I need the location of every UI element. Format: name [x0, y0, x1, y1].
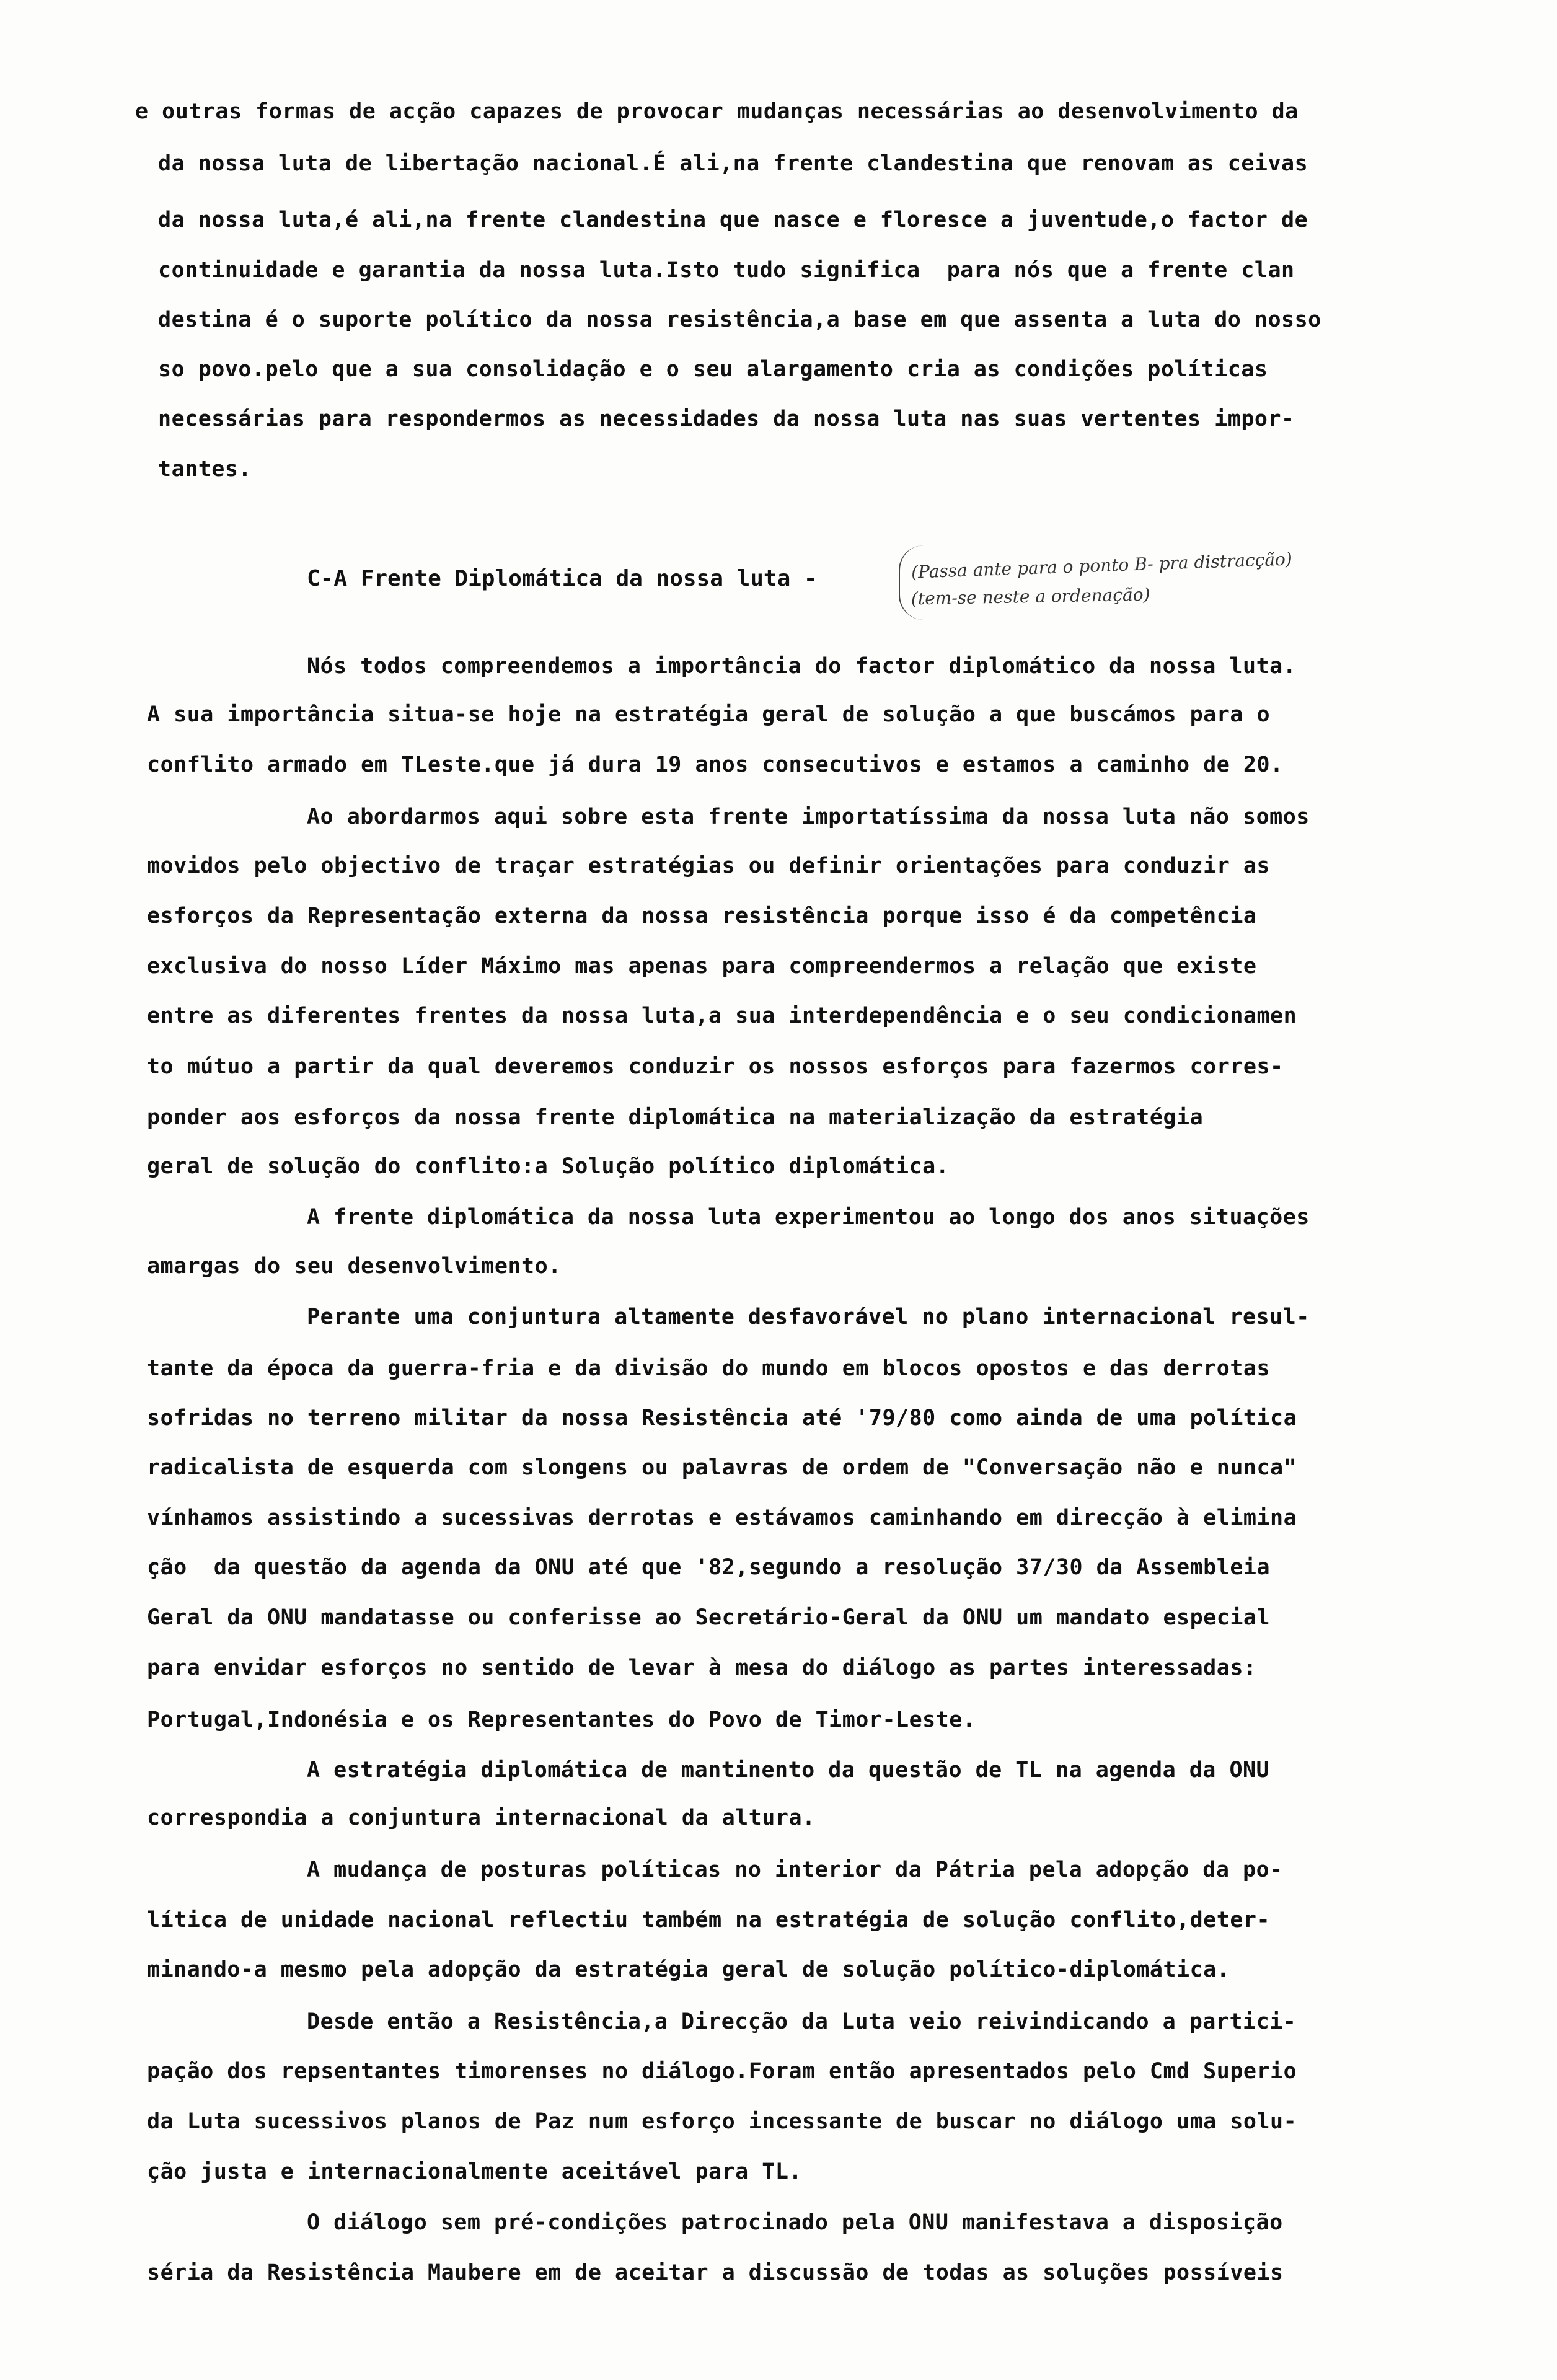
text-line: Geral da ONU mandatasse ou conferisse ao Secretário-Geral da ONU um mandato especial — [147, 1605, 1271, 1630]
section-heading: C-A Frente Diplomática da nossa luta - — [307, 566, 818, 591]
text-line: Perante uma conjuntura altamente desfavorável no plano internacional resul- — [307, 1305, 1310, 1329]
text-line: conflito armado em TLeste.que já dura 19 anos consecutivos e estamos a caminho de 20. — [147, 752, 1284, 777]
text-line: da nossa luta de libertação nacional.É ali,na frente clandestina que renovam as ceivas — [158, 151, 1308, 176]
text-line: so povo.pelo que a sua consolidação e o seu alargamento cria as condições políticas — [158, 357, 1268, 382]
text-line: destina é o suporte político da nossa resistência,a base em que assenta a luta do nosso — [158, 307, 1321, 332]
text-line: geral de solução do conflito:a Solução político diplomática. — [147, 1154, 950, 1179]
text-line: da nossa luta,é ali,na frente clandestina que nasce e floresce a juventude,o factor de — [158, 208, 1308, 232]
text-line: vínhamos assistindo a sucessivas derrotas e estávamos caminhando em direcção à elimina — [147, 1505, 1297, 1530]
text-line: A frente diplomática da nossa luta experimentou ao longo dos anos situações — [307, 1205, 1310, 1230]
text-line: A estratégia diplomática de mantinento da questão de TL na agenda da ONU — [307, 1758, 1270, 1783]
text-line: continuidade e garantia da nossa luta.Isto tudo significa para nós que a frente clan — [158, 258, 1295, 283]
text-line: to mútuo a partir da qual deveremos conduzir os nossos esforços para fazermos corres- — [147, 1054, 1284, 1079]
text-line: lítica de unidade nacional reflectiu também na estratégia de solução conflito,deter- — [147, 1908, 1271, 1933]
text-line: tantes. — [158, 457, 252, 482]
text-line: para envidar esforços no sentido de levar à mesa do diálogo as partes interessadas: — [147, 1655, 1257, 1680]
text-line: exclusiva do nosso Líder Máximo mas apenas para compreendermos a relação que existe — [147, 954, 1257, 979]
text-line: Nós todos compreendemos a importância do factor diplomático da nossa luta. — [307, 654, 1297, 679]
text-line: sofridas no terreno militar da nossa Resistência até '79/80 como ainda de uma política — [147, 1406, 1297, 1430]
text-line: pação dos repsentantes timorenses no diálogo.Foram então apresentados pelo Cmd Superio — [147, 2059, 1297, 2084]
text-line: O diálogo sem pré-condições patrocinado pela ONU manifestava a disposição — [307, 2210, 1283, 2235]
text-line: entre as diferentes frentes da nossa luta,a sua interdependência e o seu condicionamen — [147, 1003, 1297, 1028]
text-line: movidos pelo objectivo de traçar estratégias ou definir orientações para conduzir as — [147, 853, 1271, 878]
handwritten-note: (tem-se neste a ordenação) — [911, 584, 1150, 609]
text-line: esforços da Representação externa da nossa resistência porque isso é da competência — [147, 904, 1257, 928]
text-line: A sua importância situa-se hoje na estratégia geral de solução a que buscámos para o — [147, 702, 1271, 727]
text-line: correspondia a conjuntura internacional da altura. — [147, 1805, 816, 1830]
text-line: radicalista de esquerda com slongens ou palavras de ordem de "Conversação não e nunca" — [147, 1455, 1297, 1480]
text-line: Desde então a Resistência,a Direcção da Luta veio reivindicando a partici- — [307, 2009, 1297, 2034]
text-line: e outras formas de acção capazes de provocar mudanças necessárias ao desenvolvimento da — [135, 99, 1299, 124]
text-line: ção justa e internacionalmente aceitável para TL. — [147, 2159, 803, 2184]
handwritten-note: (Passa ante para o ponto B- pra distracção) — [911, 549, 1293, 583]
text-line: necessárias para respondermos as necessidades da nossa luta nas suas vertentes impor- — [158, 407, 1295, 431]
text-line: séria da Resistência Maubere em de aceitar a discussão de todas as soluções possíveis — [147, 2260, 1284, 2285]
text-line: A mudança de posturas políticas no interior da Pátria pela adopção da po- — [307, 1858, 1283, 1882]
text-line: minando-a mesmo pela adopção da estratégia geral de solução político-diplomática. — [147, 1957, 1230, 1982]
text-line: ção da questão da agenda da ONU até que '82,segundo a resolução 37/30 da Assembleia — [147, 1555, 1271, 1580]
text-line: Ao abordarmos aqui sobre esta frente importatíssima da nossa luta não somos — [307, 804, 1310, 829]
text-line: da Luta sucessivos planos de Paz num esforço incessante de buscar no diálogo uma solu- — [147, 2109, 1297, 2134]
text-line: tante da época da guerra-fria e da divisão do mundo em blocos opostos e das derrotas — [147, 1356, 1271, 1381]
text-line: Portugal,Indonésia e os Representantes do Povo de Timor-Leste. — [147, 1708, 976, 1732]
text-line: ponder aos esforços da nossa frente diplomática na materialização da estratégia — [147, 1105, 1204, 1130]
text-line: amargas do seu desenvolvimento. — [147, 1254, 562, 1279]
